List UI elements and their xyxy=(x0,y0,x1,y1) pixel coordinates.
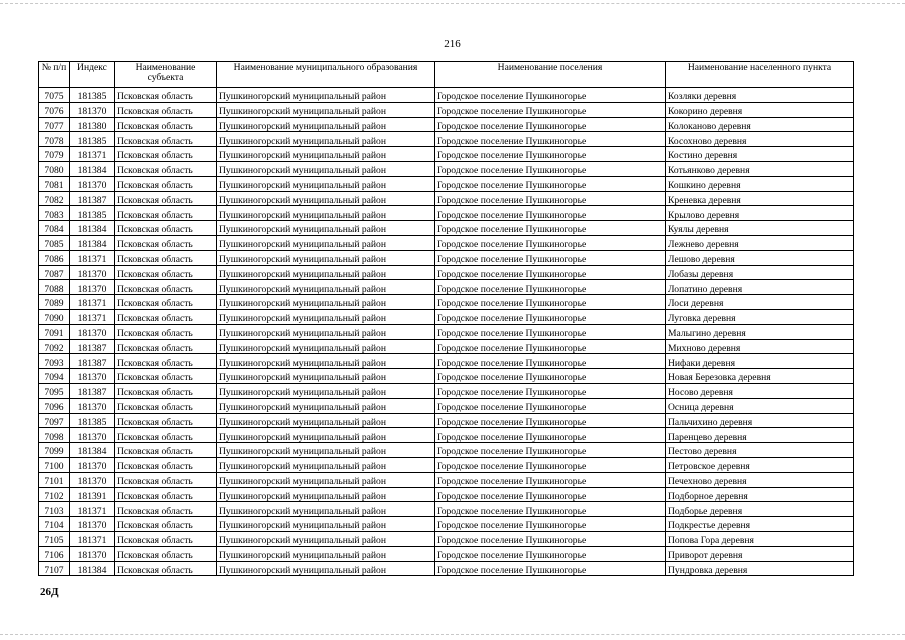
cell-number: 7088 xyxy=(39,280,70,295)
cell-subject: Псковская область xyxy=(115,132,217,147)
cell-subject: Псковская область xyxy=(115,147,217,162)
cell-subject: Псковская область xyxy=(115,428,217,443)
cell-municipality: Пушкиногорский муниципальный район xyxy=(217,132,435,147)
cell-settlement: Городское поселение Пушкиногорье xyxy=(435,88,666,103)
table-header-row xyxy=(39,62,854,88)
cell-index: 181380 xyxy=(70,117,115,132)
cell-municipality: Пушкиногорский муниципальный район xyxy=(217,295,435,310)
table-row xyxy=(39,354,854,369)
cell-locality: Котьянково деревня xyxy=(666,161,854,176)
cell-index: 181370 xyxy=(70,265,115,280)
cell-locality: Куялы деревня xyxy=(666,221,854,236)
cell-subject: Псковская область xyxy=(115,176,217,191)
cell-number: 7105 xyxy=(39,531,70,546)
cell-settlement: Городское поселение Пушкиногорье xyxy=(435,206,666,221)
table-row xyxy=(39,147,854,162)
cell-locality: Паренцево деревня xyxy=(666,428,854,443)
cell-settlement: Городское поселение Пушкиногорье xyxy=(435,428,666,443)
cell-subject: Псковская область xyxy=(115,221,217,236)
cell-locality: Новая Березовка деревня xyxy=(666,369,854,384)
cell-subject: Псковская область xyxy=(115,206,217,221)
cell-index: 181384 xyxy=(70,235,115,250)
cell-index: 181384 xyxy=(70,221,115,236)
cell-municipality: Пушкиногорский муниципальный район xyxy=(217,546,435,561)
table-row xyxy=(39,221,854,236)
cell-locality: Малыгино деревня xyxy=(666,324,854,339)
table-row xyxy=(39,235,854,250)
cell-locality: Лежнево деревня xyxy=(666,235,854,250)
cell-municipality: Пушкиногорский муниципальный район xyxy=(217,413,435,428)
cell-settlement: Городское поселение Пушкиногорье xyxy=(435,531,666,546)
table-row xyxy=(39,309,854,324)
cell-index: 181370 xyxy=(70,369,115,384)
header-index: Индекс xyxy=(70,62,115,88)
cell-locality: Подкрестье деревня xyxy=(666,517,854,532)
cell-number: 7075 xyxy=(39,88,70,103)
cell-index: 181370 xyxy=(70,457,115,472)
cell-number: 7077 xyxy=(39,117,70,132)
table-row xyxy=(39,472,854,487)
header-number: № п/п xyxy=(39,62,70,88)
cell-subject: Псковская область xyxy=(115,517,217,532)
cell-number: 7084 xyxy=(39,221,70,236)
cell-settlement: Городское поселение Пушкиногорье xyxy=(435,413,666,428)
cell-subject: Псковская область xyxy=(115,280,217,295)
cell-settlement: Городское поселение Пушкиногорье xyxy=(435,132,666,147)
cell-number: 7094 xyxy=(39,369,70,384)
cell-settlement: Городское поселение Пушкиногорье xyxy=(435,502,666,517)
cell-locality: Михново деревня xyxy=(666,339,854,354)
cell-municipality: Пушкиногорский муниципальный район xyxy=(217,398,435,413)
cell-municipality: Пушкиногорский муниципальный район xyxy=(217,369,435,384)
cell-number: 7080 xyxy=(39,161,70,176)
cell-number: 7093 xyxy=(39,354,70,369)
cell-municipality: Пушкиногорский муниципальный район xyxy=(217,443,435,458)
cell-index: 181370 xyxy=(70,398,115,413)
table-row xyxy=(39,531,854,546)
cell-locality: Лоси деревня xyxy=(666,295,854,310)
cell-number: 7100 xyxy=(39,457,70,472)
cell-locality: Носово деревня xyxy=(666,383,854,398)
cell-locality: Костино деревня xyxy=(666,147,854,162)
cell-number: 7086 xyxy=(39,250,70,265)
cell-locality: Подборное деревня xyxy=(666,487,854,502)
cell-index: 181370 xyxy=(70,517,115,532)
cell-locality: Лопатино деревня xyxy=(666,280,854,295)
table-row xyxy=(39,383,854,398)
cell-number: 7090 xyxy=(39,309,70,324)
cell-number: 7097 xyxy=(39,413,70,428)
table-row xyxy=(39,369,854,384)
settlements-table xyxy=(38,61,854,576)
cell-index: 181371 xyxy=(70,295,115,310)
cell-settlement: Городское поселение Пушкиногорье xyxy=(435,161,666,176)
cell-subject: Псковская область xyxy=(115,250,217,265)
cell-subject: Псковская область xyxy=(115,102,217,117)
table-row xyxy=(39,457,854,472)
cell-locality: Нифаки деревня xyxy=(666,354,854,369)
cell-municipality: Пушкиногорский муниципальный район xyxy=(217,339,435,354)
table-row xyxy=(39,561,854,576)
cell-locality: Козляки деревня xyxy=(666,88,854,103)
table-row xyxy=(39,132,854,147)
table-body xyxy=(39,88,854,576)
cell-number: 7079 xyxy=(39,147,70,162)
cell-index: 181384 xyxy=(70,443,115,458)
cell-settlement: Городское поселение Пушкиногорье xyxy=(435,546,666,561)
cell-settlement: Городское поселение Пушкиногорье xyxy=(435,191,666,206)
table-row xyxy=(39,339,854,354)
cell-number: 7106 xyxy=(39,546,70,561)
table-row xyxy=(39,443,854,458)
cell-number: 7102 xyxy=(39,487,70,502)
cell-municipality: Пушкиногорский муниципальный район xyxy=(217,102,435,117)
cell-number: 7082 xyxy=(39,191,70,206)
cell-subject: Псковская область xyxy=(115,546,217,561)
cell-index: 181391 xyxy=(70,487,115,502)
cell-subject: Псковская область xyxy=(115,339,217,354)
cell-municipality: Пушкиногорский муниципальный район xyxy=(217,88,435,103)
cell-subject: Псковская область xyxy=(115,191,217,206)
cell-municipality: Пушкиногорский муниципальный район xyxy=(217,354,435,369)
cell-index: 181384 xyxy=(70,561,115,576)
cell-index: 181385 xyxy=(70,132,115,147)
cell-municipality: Пушкиногорский муниципальный район xyxy=(217,428,435,443)
cell-locality: Луговка деревня xyxy=(666,309,854,324)
cell-locality: Крылово деревня xyxy=(666,206,854,221)
cell-subject: Псковская область xyxy=(115,235,217,250)
cell-locality: Пестово деревня xyxy=(666,443,854,458)
header-municipality: Наименование муниципального образования xyxy=(217,62,435,88)
cell-municipality: Пушкиногорский муниципальный район xyxy=(217,117,435,132)
table-row xyxy=(39,546,854,561)
table-row xyxy=(39,295,854,310)
cell-index: 181371 xyxy=(70,309,115,324)
cell-settlement: Городское поселение Пушкиногорье xyxy=(435,235,666,250)
cell-number: 7099 xyxy=(39,443,70,458)
table-row xyxy=(39,398,854,413)
cell-municipality: Пушкиногорский муниципальный район xyxy=(217,161,435,176)
cell-municipality: Пушкиногорский муниципальный район xyxy=(217,206,435,221)
cell-subject: Псковская область xyxy=(115,161,217,176)
cell-settlement: Городское поселение Пушкиногорье xyxy=(435,354,666,369)
bottom-scan-edge xyxy=(0,634,905,635)
table-row xyxy=(39,413,854,428)
cell-index: 181371 xyxy=(70,531,115,546)
table-row xyxy=(39,250,854,265)
cell-municipality: Пушкиногорский муниципальный район xyxy=(217,235,435,250)
table-row xyxy=(39,117,854,132)
cell-locality: Приворот деревня xyxy=(666,546,854,561)
cell-index: 181385 xyxy=(70,206,115,221)
table-row xyxy=(39,280,854,295)
top-scan-edge xyxy=(0,3,905,4)
cell-number: 7083 xyxy=(39,206,70,221)
cell-number: 7096 xyxy=(39,398,70,413)
cell-subject: Псковская область xyxy=(115,531,217,546)
page-number: 216 xyxy=(444,38,461,50)
table-row xyxy=(39,88,854,103)
cell-municipality: Пушкиногорский муниципальный район xyxy=(217,472,435,487)
cell-index: 181370 xyxy=(70,546,115,561)
cell-subject: Псковская область xyxy=(115,443,217,458)
cell-index: 181371 xyxy=(70,502,115,517)
cell-locality: Пундровка деревня xyxy=(666,561,854,576)
cell-index: 181387 xyxy=(70,339,115,354)
table-row xyxy=(39,265,854,280)
table-row xyxy=(39,428,854,443)
cell-index: 181385 xyxy=(70,413,115,428)
cell-subject: Псковская область xyxy=(115,295,217,310)
cell-municipality: Пушкиногорский муниципальный район xyxy=(217,502,435,517)
cell-settlement: Городское поселение Пушкиногорье xyxy=(435,472,666,487)
cell-subject: Псковская область xyxy=(115,457,217,472)
cell-municipality: Пушкиногорский муниципальный район xyxy=(217,457,435,472)
cell-number: 7101 xyxy=(39,472,70,487)
table-row xyxy=(39,206,854,221)
cell-municipality: Пушкиногорский муниципальный район xyxy=(217,383,435,398)
cell-settlement: Городское поселение Пушкиногорье xyxy=(435,487,666,502)
cell-municipality: Пушкиногорский муниципальный район xyxy=(217,309,435,324)
cell-number: 7098 xyxy=(39,428,70,443)
cell-locality: Печехново деревня xyxy=(666,472,854,487)
cell-settlement: Городское поселение Пушкиногорье xyxy=(435,176,666,191)
cell-locality: Лобазы деревня xyxy=(666,265,854,280)
cell-settlement: Городское поселение Пушкиногорье xyxy=(435,147,666,162)
cell-subject: Псковская область xyxy=(115,324,217,339)
cell-subject: Псковская область xyxy=(115,265,217,280)
cell-settlement: Городское поселение Пушкиногорье xyxy=(435,280,666,295)
cell-settlement: Городское поселение Пушкиногорье xyxy=(435,517,666,532)
cell-settlement: Городское поселение Пушкиногорье xyxy=(435,383,666,398)
cell-settlement: Городское поселение Пушкиногорье xyxy=(435,324,666,339)
cell-index: 181370 xyxy=(70,324,115,339)
cell-number: 7095 xyxy=(39,383,70,398)
cell-index: 181370 xyxy=(70,472,115,487)
sheet-code: 26Д xyxy=(40,586,59,598)
header-settlement: Наименование поселения xyxy=(435,62,666,88)
cell-municipality: Пушкиногорский муниципальный район xyxy=(217,561,435,576)
cell-municipality: Пушкиногорский муниципальный район xyxy=(217,147,435,162)
cell-settlement: Городское поселение Пушкиногорье xyxy=(435,250,666,265)
cell-number: 7104 xyxy=(39,517,70,532)
cell-subject: Псковская область xyxy=(115,383,217,398)
cell-subject: Псковская область xyxy=(115,472,217,487)
cell-index: 181387 xyxy=(70,191,115,206)
table-row xyxy=(39,161,854,176)
cell-settlement: Городское поселение Пушкиногорье xyxy=(435,309,666,324)
cell-number: 7089 xyxy=(39,295,70,310)
cell-municipality: Пушкиногорский муниципальный район xyxy=(217,191,435,206)
header-subject: Наименование субъекта xyxy=(115,62,217,88)
table-row xyxy=(39,517,854,532)
cell-subject: Псковская область xyxy=(115,487,217,502)
cell-index: 181371 xyxy=(70,147,115,162)
cell-locality: Петровское деревня xyxy=(666,457,854,472)
cell-subject: Псковская область xyxy=(115,354,217,369)
cell-municipality: Пушкиногорский муниципальный район xyxy=(217,487,435,502)
cell-settlement: Городское поселение Пушкиногорье xyxy=(435,102,666,117)
cell-locality: Косохново деревня xyxy=(666,132,854,147)
cell-subject: Псковская область xyxy=(115,117,217,132)
cell-settlement: Городское поселение Пушкиногорье xyxy=(435,117,666,132)
table-row xyxy=(39,324,854,339)
cell-municipality: Пушкиногорский муниципальный район xyxy=(217,265,435,280)
cell-settlement: Городское поселение Пушкиногорье xyxy=(435,339,666,354)
cell-municipality: Пушкиногорский муниципальный район xyxy=(217,250,435,265)
cell-number: 7092 xyxy=(39,339,70,354)
cell-locality: Колоканово деревня xyxy=(666,117,854,132)
cell-index: 181370 xyxy=(70,280,115,295)
cell-municipality: Пушкиногорский муниципальный район xyxy=(217,517,435,532)
cell-number: 7085 xyxy=(39,235,70,250)
cell-municipality: Пушкиногорский муниципальный район xyxy=(217,280,435,295)
cell-subject: Псковская область xyxy=(115,561,217,576)
cell-index: 181384 xyxy=(70,161,115,176)
cell-number: 7091 xyxy=(39,324,70,339)
table-row xyxy=(39,502,854,517)
cell-settlement: Городское поселение Пушкиногорье xyxy=(435,561,666,576)
cell-subject: Псковская область xyxy=(115,309,217,324)
cell-number: 7087 xyxy=(39,265,70,280)
cell-index: 181371 xyxy=(70,250,115,265)
cell-settlement: Городское поселение Пушкиногорье xyxy=(435,221,666,236)
cell-number: 7103 xyxy=(39,502,70,517)
cell-subject: Псковская область xyxy=(115,413,217,428)
table-row xyxy=(39,102,854,117)
cell-locality: Лешово деревня xyxy=(666,250,854,265)
cell-subject: Псковская область xyxy=(115,398,217,413)
cell-settlement: Городское поселение Пушкиногорье xyxy=(435,265,666,280)
cell-settlement: Городское поселение Пушкиногорье xyxy=(435,457,666,472)
cell-locality: Кошкино деревня xyxy=(666,176,854,191)
cell-locality: Креневка деревня xyxy=(666,191,854,206)
cell-settlement: Городское поселение Пушкиногорье xyxy=(435,369,666,384)
cell-municipality: Пушкиногорский муниципальный район xyxy=(217,221,435,236)
table-row xyxy=(39,176,854,191)
cell-index: 181387 xyxy=(70,354,115,369)
cell-settlement: Городское поселение Пушкиногорье xyxy=(435,443,666,458)
cell-municipality: Пушкиногорский муниципальный район xyxy=(217,324,435,339)
cell-number: 7107 xyxy=(39,561,70,576)
cell-index: 181387 xyxy=(70,383,115,398)
cell-locality: Попова Гора деревня xyxy=(666,531,854,546)
cell-number: 7081 xyxy=(39,176,70,191)
cell-locality: Осница деревня xyxy=(666,398,854,413)
header-locality: Наименование населенного пункта xyxy=(666,62,854,88)
cell-municipality: Пушкиногорский муниципальный район xyxy=(217,531,435,546)
cell-locality: Подборье деревня xyxy=(666,502,854,517)
table-row xyxy=(39,191,854,206)
cell-settlement: Городское поселение Пушкиногорье xyxy=(435,295,666,310)
cell-index: 181385 xyxy=(70,88,115,103)
cell-settlement: Городское поселение Пушкиногорье xyxy=(435,398,666,413)
cell-locality: Кокорино деревня xyxy=(666,102,854,117)
cell-subject: Псковская область xyxy=(115,369,217,384)
cell-subject: Псковская область xyxy=(115,88,217,103)
cell-number: 7076 xyxy=(39,102,70,117)
table-row xyxy=(39,487,854,502)
cell-index: 181370 xyxy=(70,428,115,443)
cell-municipality: Пушкиногорский муниципальный район xyxy=(217,176,435,191)
cell-subject: Псковская область xyxy=(115,502,217,517)
cell-index: 181370 xyxy=(70,176,115,191)
cell-index: 181370 xyxy=(70,102,115,117)
cell-number: 7078 xyxy=(39,132,70,147)
cell-locality: Пальчихино деревня xyxy=(666,413,854,428)
